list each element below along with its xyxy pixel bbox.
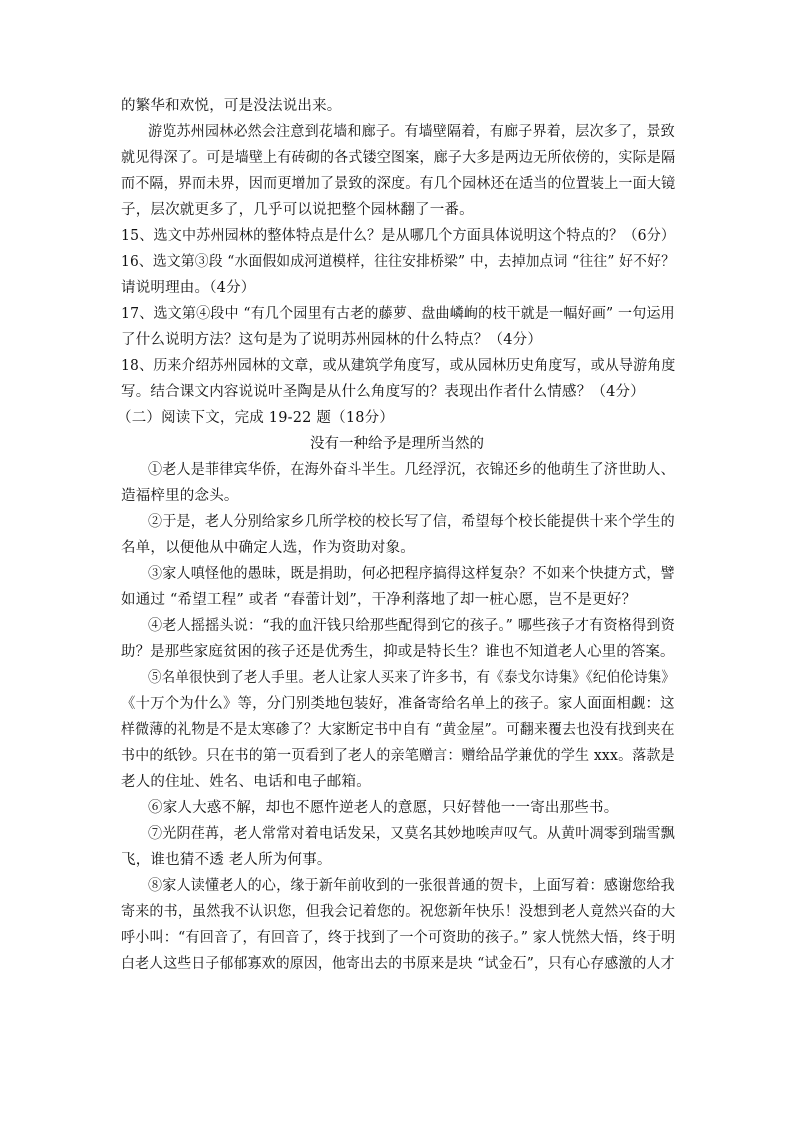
text-line: 书中的纸钞。只在书的第一页看到了老人的亲笔赠言：赠给品学兼优的学生 xxx。落款是 — [121, 748, 675, 764]
text-line: 呼小叫：“有回音了，有回音了，终于找到了一个可资助的孩子。” 家人恍然大悟，终于明 — [121, 930, 676, 946]
question-17: 17、选文第④段中 “有几个园里有古老的藤萝、盘曲嶙峋的枝干就是一幅好画” 一句运用 — [121, 306, 675, 322]
text-line: 样微薄的礼物是不是太寒碜了？大家断定书中自有 “黄金屋”。可翻来覆去也没有找到夹在 — [121, 722, 675, 738]
text-line: 请说明理由。（4分） — [121, 280, 256, 296]
paragraph-4: ④老人摇摇头说：“我的血汗钱只给那些配得到它的孩子。” 哪些孩子才有资格得到资 — [148, 618, 675, 634]
article-title: 没有一种给予是理所当然的 — [310, 436, 484, 452]
text-line: 名单，以便他从中确定人选，作为资助对象。 — [121, 540, 415, 556]
text-line: 助？是那些家庭贫困的孩子还是优秀生，抑或是特长生？谁也不知道老人心里的答案。 — [121, 644, 675, 660]
question-16: 16、选文第③段 “水面假如成河道模样，往往安排桥梁” 中，去掉加点词 “往往” 好不好？ — [121, 254, 676, 270]
text-line: 写。结合课文内容说说叶圣陶是从什么角度写的？表现出作者什么情感？（4分） — [121, 384, 645, 400]
text-line: 如通过 “希望工程” 或者 “春蕾计划”，干净利落地了却一桩心愿，岂不是更好？ — [121, 592, 637, 608]
text-line: 的繁华和欢悦，可是没法说出来。 — [121, 98, 342, 114]
paragraph-5: ⑤名单很快到了老人手里。老人让家人买来了许多书，有《泰戈尔诗集》《纪伯伦诗集》 — [148, 670, 676, 686]
paragraph-1: ①老人是菲律宾华侨，在海外奋斗半生。几经浮沉，衣锦还乡的他萌生了济世助人、 — [148, 462, 675, 478]
text-line: 《十万个为什么》等，分门别类地包装好，准备寄给名单上的孩子。家人面面相觑：这 — [121, 696, 675, 712]
text-line: 子，层次就更多了，几乎可以说把整个园林翻了一番。 — [121, 202, 474, 218]
paragraph-3: ③家人嗔怪他的愚昧，既是捐助，何必把程序搞得这样复杂？不如来个快捷方式，譬 — [148, 566, 675, 582]
text-line: 寄来的书，虽然我不认识您，但我会记着您的。祝您新年快乐！没想到老人竟然兴奋的大 — [121, 904, 676, 920]
text-line: 了什么说明方法？这句是为了说明苏州园林的什么特点？（4分） — [121, 332, 543, 348]
text-line: 白老人这些日子郁郁寡欢的原因，他寄出去的书原来是块 “试金石”，只有心存感激的人才 — [121, 956, 675, 972]
text-line: 造福梓里的念头。 — [121, 488, 239, 504]
text-line: 而不隔，界而未界，因而更增加了景致的深度。有几个园林还在适当的位置装上一面大镜 — [121, 176, 676, 192]
text-line: 就见得深了。可是墙壁上有砖砌的各式镂空图案，廊子大多是两边无所依傍的，实际是隔 — [121, 150, 676, 166]
section-heading: （二）阅读下文，完成 19-22 题（18分） — [117, 410, 395, 426]
paragraph-8: ⑧家人读懂老人的心，缘于新年前收到的一张很普通的贺卡，上面写着：感谢您给我 — [148, 878, 675, 894]
paragraph-6: ⑥家人大惑不解，却也不愿忤逆老人的意愿，只好替他一一寄出那些书。 — [148, 800, 619, 816]
paragraph-2: ②于是，老人分别给家乡几所学校的校长写了信，希望每个校长能提供十来个学生的 — [148, 514, 675, 530]
paragraph-7: ⑦光阴荏苒，老人常常对着电话发呆，又莫名其妙地唉声叹气。从黄叶凋零到瑞雪飘 — [148, 826, 675, 842]
question-15: 15、选文中苏州园林的整体特点是什么？是从哪几个方面具体说明这个特点的？（6分） — [121, 228, 676, 244]
text-line: 飞，谁也猜不透 老人所为何事。 — [121, 852, 332, 868]
text-line: 游览苏州园林必然会注意到花墙和廊子。有墙壁隔着，有廊子界着，层次多了，景致 — [148, 124, 675, 140]
question-18: 18、历来介绍苏州园林的文章，或从建筑学角度写，或从园林历史角度写，或从导游角度 — [121, 358, 676, 374]
text-line: 老人的住址、姓名、电话和电子邮箱。 — [121, 774, 371, 790]
